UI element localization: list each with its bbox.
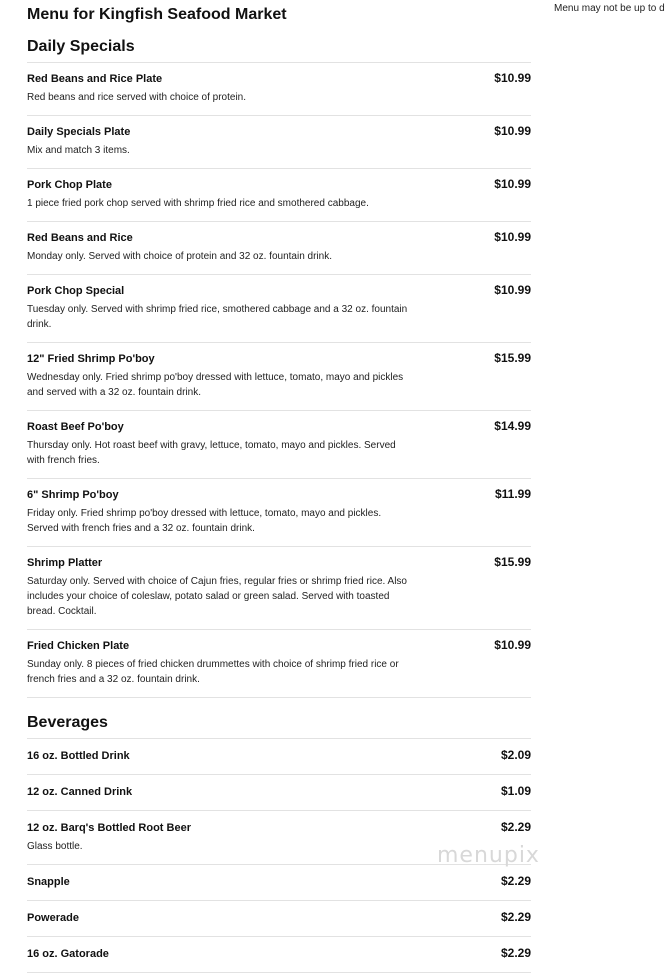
section-daily-specials (27, 38, 531, 698)
menu-item (27, 739, 531, 775)
item-description: Mix and match 3 items. (27, 145, 130, 156)
item-description: Glass bottle. (27, 841, 83, 852)
item-name: Red Beans and Rice Plate (27, 73, 163, 85)
menu-item (27, 865, 531, 901)
menu-content (27, 38, 531, 973)
item-name: 12 oz. Canned Drink (27, 786, 133, 798)
item-name: Fried Chicken Plate (27, 640, 130, 652)
item-price: $2.09 (500, 748, 531, 762)
item-description: 1 piece fried pork chop served with shrimp fried rice and smothered cabbage. (27, 198, 369, 209)
item-description: Friday only. Fried shrimp po'boy dressed with lettuce, tomato, mayo and pickles. Served with french fries and a 32 oz. fountain drink. (27, 508, 382, 534)
menu-item (27, 63, 531, 116)
item-name: Snapple (27, 876, 70, 888)
item-name: Powerade (27, 912, 79, 924)
item-price: $2.29 (500, 874, 531, 888)
item-price: $15.99 (494, 555, 531, 569)
item-name: 12 oz. Barq's Bottled Root Beer (27, 822, 191, 834)
item-price: $2.29 (500, 946, 531, 960)
item-name: 6" Shrimp Po'boy (27, 489, 119, 501)
menu-item (27, 479, 531, 547)
menu-disclaimer: Menu may not be up to d (554, 3, 665, 14)
menu-item (27, 343, 531, 411)
item-description: Tuesday only. Served with shrimp fried rice, smothered cabbage and a 32 oz. fountain drink. (27, 304, 408, 330)
item-price: $1.09 (500, 784, 531, 798)
item-price: $2.29 (500, 820, 531, 834)
menu-item (27, 169, 531, 222)
item-price: $10.99 (494, 230, 531, 244)
item-price: $15.99 (494, 351, 531, 365)
menu-item (27, 775, 531, 811)
menu-item (27, 116, 531, 169)
menupix-watermark: menupix (437, 843, 540, 868)
item-name: 12" Fried Shrimp Po'boy (27, 353, 155, 365)
item-price: $10.99 (494, 283, 531, 297)
item-price: $10.99 (494, 124, 531, 138)
menu-item (27, 901, 531, 937)
page-title: Menu for Kingfish Seafood Market (27, 6, 287, 23)
item-description: Monday only. Served with choice of protein and 32 oz. fountain drink. (27, 251, 332, 262)
menu-item (27, 937, 531, 973)
item-name: Shrimp Platter (27, 557, 103, 569)
item-name: Red Beans and Rice (27, 232, 133, 244)
item-description: Sunday only. 8 pieces of fried chicken drummettes with choice of shrimp fried rice or french fries and a 32 oz. fountain drink. (27, 659, 399, 685)
item-price: $10.99 (494, 71, 531, 85)
item-description: Thursday only. Hot roast beef with gravy, lettuce, tomato, mayo and pickles. Served with french fries. (27, 440, 396, 466)
item-name: Daily Specials Plate (27, 126, 131, 138)
item-price: $2.29 (500, 910, 531, 924)
item-name: 16 oz. Bottled Drink (27, 750, 130, 762)
menu-item (27, 275, 531, 343)
item-price: $10.99 (494, 638, 531, 652)
item-description: Red beans and rice served with choice of protein. (27, 92, 247, 103)
section-title: Daily Specials (27, 38, 531, 63)
section-title: Beverages (27, 714, 531, 739)
item-name: 16 oz. Gatorade (27, 948, 109, 960)
menu-item (27, 630, 531, 698)
menu-item (27, 222, 531, 275)
item-price: $11.99 (494, 487, 531, 501)
item-price: $10.99 (494, 177, 531, 191)
item-price: $14.99 (494, 419, 531, 433)
item-description: Wednesday only. Fried shrimp po'boy dressed with lettuce, tomato, mayo and pickles and served with a 32 oz. fountain drink. (27, 372, 404, 398)
menu-item (27, 411, 531, 479)
item-name: Pork Chop Plate (27, 179, 112, 191)
item-name: Pork Chop Special (27, 285, 125, 297)
menu-item (27, 547, 531, 630)
item-description: Saturday only. Served with choice of Cajun fries, regular fries or shrimp fried rice. Also includes your choice of coleslaw, potato salad or green salad. Served with toasted bread. Cocktail. (27, 576, 407, 617)
item-name: Roast Beef Po'boy (27, 421, 124, 433)
